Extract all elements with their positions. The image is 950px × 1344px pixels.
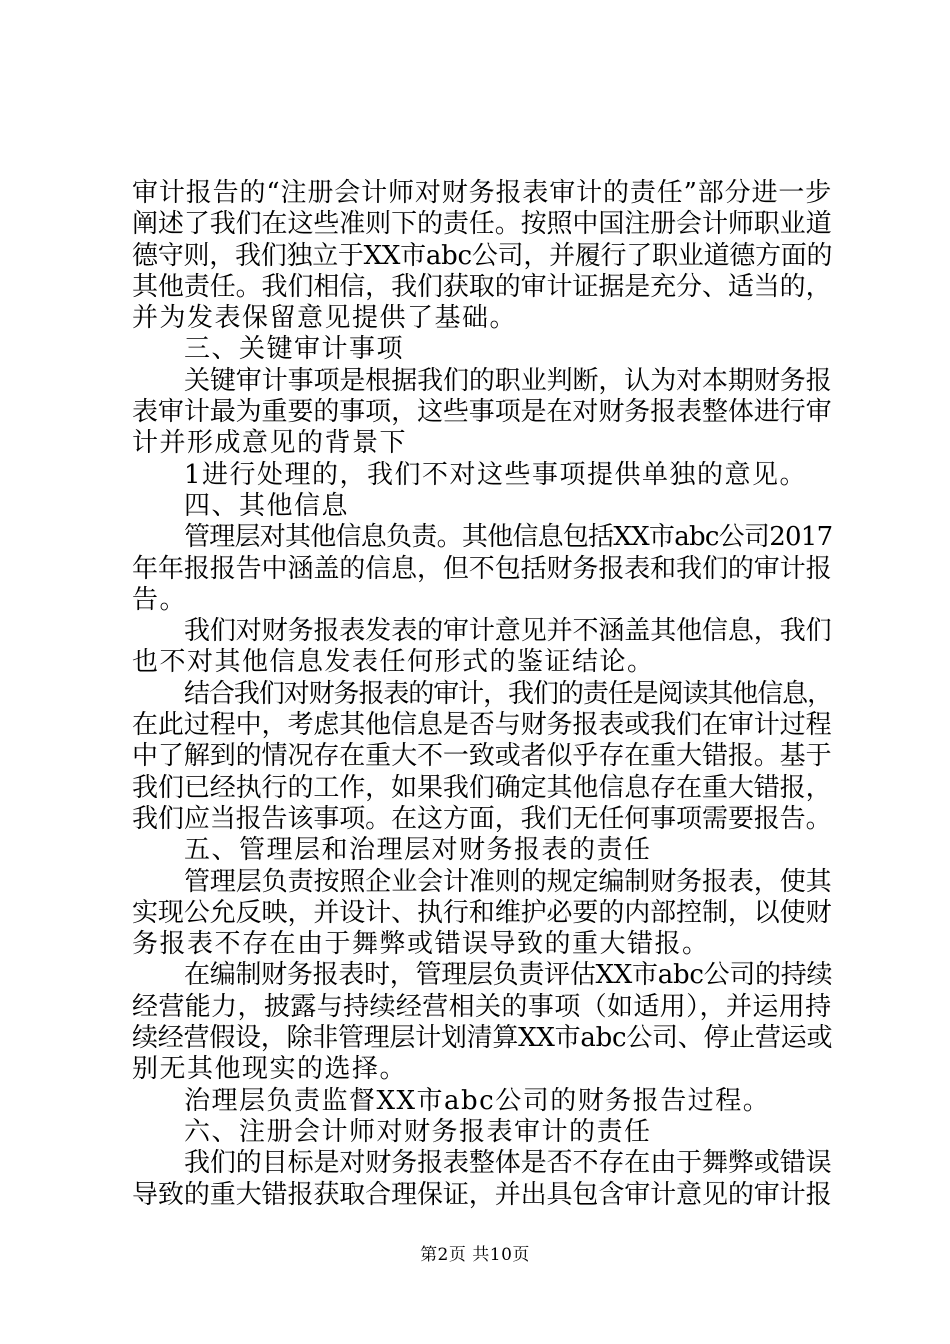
text-line: 在此过程中，考虑其他信息是否与财务报表或我们在审计过程 [132, 710, 832, 741]
text-line: 导致的重大错报获取合理保证，并出具包含审计意见的审计报 [132, 1179, 832, 1210]
text-line: 经营能力，披露与持续经营相关的事项（如适用），并运用持 [132, 991, 832, 1022]
page-number-label: 第2页 共10页 [420, 1245, 530, 1265]
text-line: 别无其他现实的选择。 [132, 1054, 408, 1085]
text-line: 在编制财务报表时，管理层负责评估XX市abc公司的持续 [184, 960, 833, 991]
text-line: 德守则，我们独立于XX市abc公司，并履行了职业道德方面的 [132, 240, 833, 271]
text-line: 管理层负责按照企业会计准则的规定编制财务报表，使其 [184, 866, 832, 897]
text-line: 六、注册会计师对财务报表审计的责任 [184, 1116, 652, 1147]
text-line: 结合我们对财务报表的审计，我们的责任是阅读其他信息， [184, 678, 833, 709]
text-line: 并为发表保留意见提供了基础。 [132, 303, 518, 334]
text-line: 三、关键审计事项 [184, 334, 405, 365]
text-line: 也不对其他信息发表任何形式的鉴证结论。 [132, 647, 655, 678]
text-line: 告。 [132, 584, 188, 615]
text-line: 管理层对其他信息负责。其他信息包括XX市abc公司2017 [184, 522, 833, 553]
text-line: 年年报报告中涵盖的信息，但不包括财务报表和我们的审计报 [132, 553, 832, 584]
text-line: 我们的目标是对财务报表整体是否不存在由于舞弊或错误 [184, 1148, 832, 1179]
text-line: 阐述了我们在这些准则下的责任。按照中国注册会计师职业道 [132, 209, 832, 240]
document-body [132, 178, 832, 1211]
text-line: 四、其他信息 [184, 490, 350, 521]
text-line: 其他责任。我们相信，我们获取的审计证据是充分、适当的， [132, 271, 832, 302]
text-line: 实现公允反映，并设计、执行和维护必要的内部控制，以使财 [132, 897, 832, 928]
page-footer [0, 1240, 950, 1265]
text-line: 务报表不存在由于舞弊或错误导致的重大错报。 [132, 929, 710, 960]
text-line: 表审计最为重要的事项，这些事项是在对财务报表整体进行审 [132, 397, 832, 428]
text-line: 关键审计事项是根据我们的职业判断，认为对本期财务报 [184, 365, 832, 396]
text-line: 1进行处理的，我们不对这些事项提供单独的意见。 [184, 459, 808, 490]
text-line: 我们对财务报表发表的审计意见并不涵盖其他信息，我们 [184, 616, 832, 647]
text-line: 计并形成意见的背景下 [132, 428, 408, 459]
text-line: 治理层负责监督XX市abc公司的财务报告过程。 [184, 1085, 771, 1116]
text-line: 我们应当报告该事项。在这方面，我们无任何事项需要报告。 [132, 803, 832, 834]
text-line: 我们已经执行的工作，如果我们确定其他信息存在重大错报， [132, 772, 832, 803]
text-line: 中了解到的情况存在重大不一致或者似乎存在重大错报。基于 [132, 741, 832, 772]
text-line: 续经营假设，除非管理层计划清算XX市abc公司、停止营运或 [132, 1023, 833, 1054]
text-line: 五、管理层和治理层对财务报表的责任 [184, 835, 652, 866]
text-line: 审计报告的“注册会计师对财务报表审计的责任”部分进一步 [132, 178, 833, 208]
